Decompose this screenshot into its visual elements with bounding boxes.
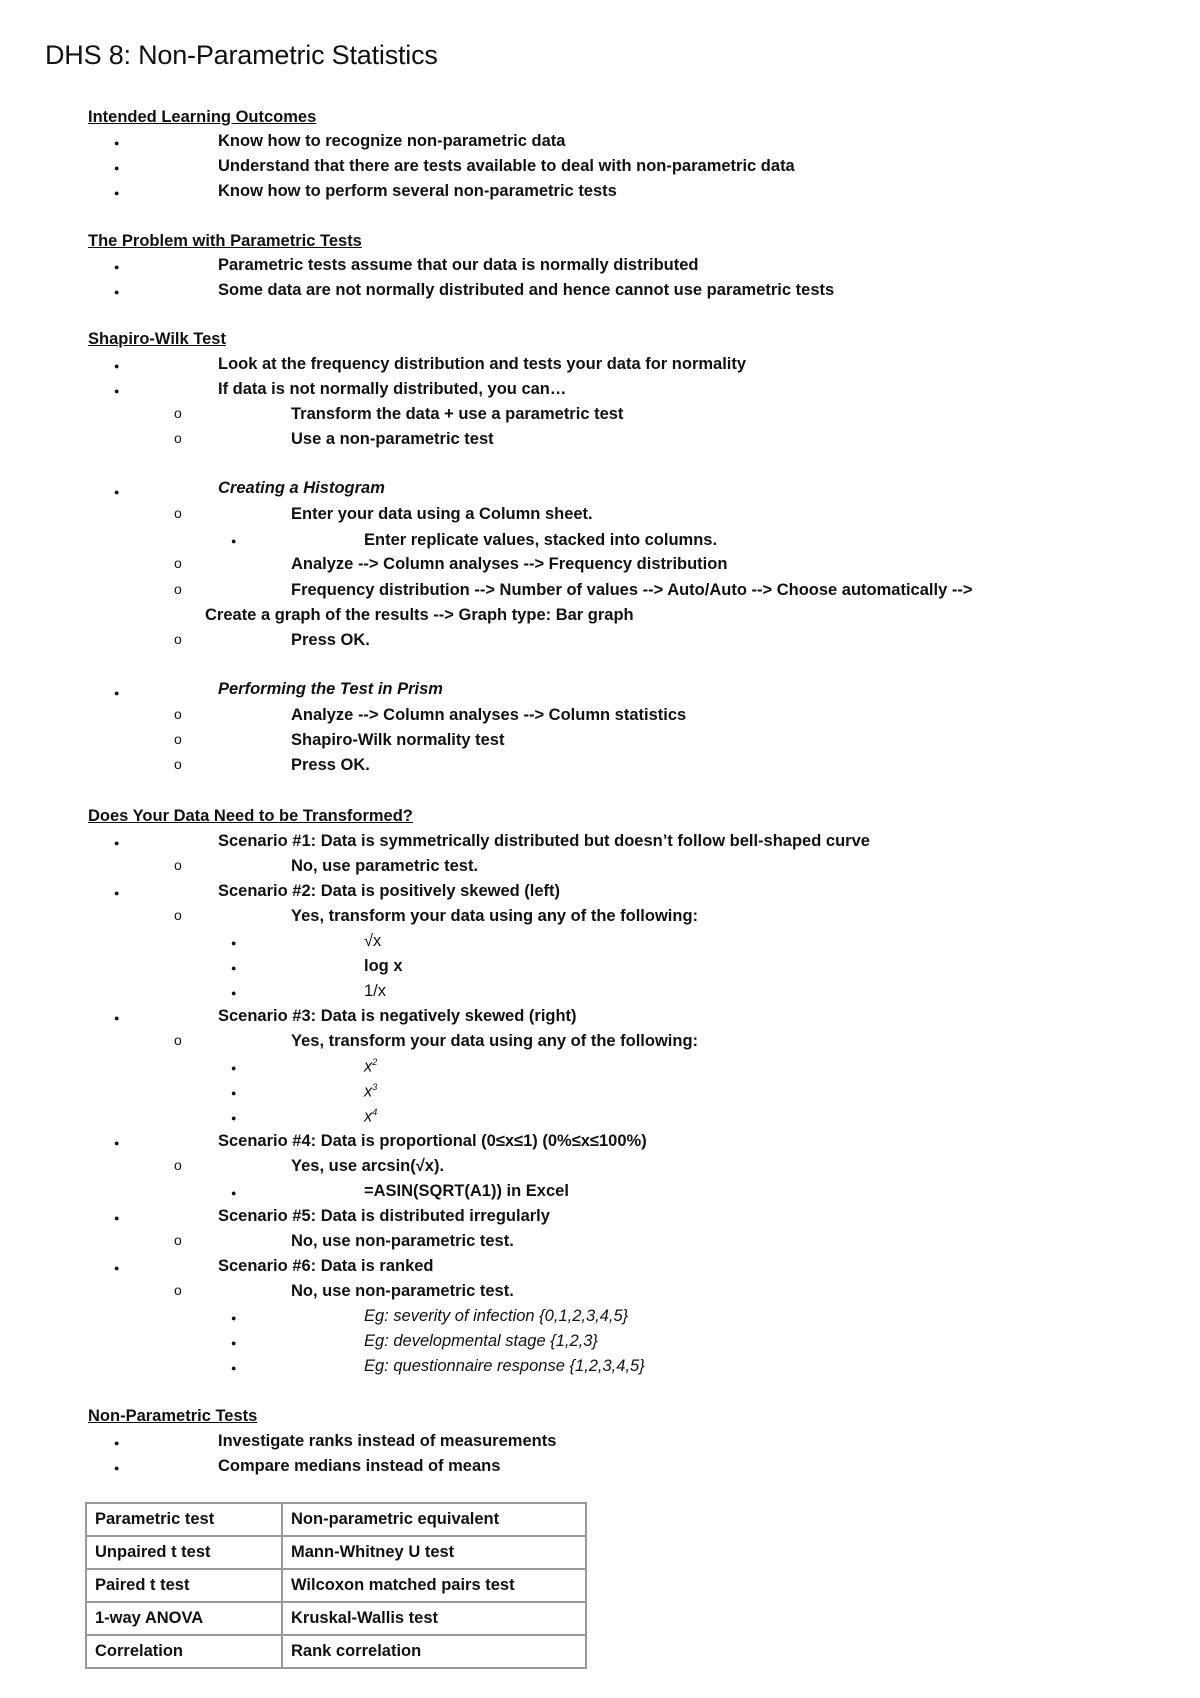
list-item: 1/x: [364, 982, 387, 1000]
circle-bullet-icon: [174, 1233, 182, 1247]
table-cell: 1-way ANOVA: [86, 1602, 282, 1635]
table-cell: Parametric test: [86, 1503, 282, 1536]
list-item: Eg: developmental stage {1,2,3}: [364, 1332, 598, 1350]
bullet-icon: [114, 684, 119, 698]
bullet-icon: [231, 934, 236, 948]
bullet-icon: [114, 834, 119, 848]
table-cell: Unpaired t test: [86, 1536, 282, 1569]
table-cell: Rank correlation: [282, 1635, 586, 1668]
circle-bullet-icon: [174, 1283, 182, 1297]
list-item: Analyze --> Column analyses --> Column statistics: [291, 706, 687, 724]
list-item: Know how to recognize non-parametric data: [218, 132, 566, 150]
table-row: [86, 1602, 586, 1635]
list-item: Press OK.: [291, 631, 370, 649]
list-item: Yes, transform your data using any of the following:: [291, 907, 699, 925]
bullet-icon: [114, 1259, 119, 1273]
bullet-icon: [114, 258, 119, 272]
subheading-histogram: Creating a Histogram: [218, 479, 385, 497]
list-item: Eg: questionnaire response {1,2,3,4,5}: [364, 1357, 645, 1375]
list-item: log x: [364, 957, 403, 975]
math-exponent: 2: [372, 1057, 378, 1067]
list-item: If data is not normally distributed, you can…: [218, 380, 567, 398]
bullet-icon: [114, 134, 119, 148]
list-item: Transform the data + use a parametric test: [291, 405, 624, 423]
bullet-icon: [114, 1434, 119, 1448]
bullet-icon: [114, 283, 119, 297]
list-item: Press OK.: [291, 756, 370, 774]
bullet-icon: [231, 1359, 236, 1373]
bullet-icon: [114, 483, 119, 497]
bullet-icon: [114, 357, 119, 371]
bullet-icon: [231, 959, 236, 973]
list-item: Scenario #1: Data is symmetrically distributed but doesn’t follow bell-shaped curve: [218, 832, 870, 850]
list-item: Scenario #2: Data is positively skewed (left): [218, 882, 561, 900]
list-item-continuation: Create a graph of the results --> Graph type: Bar graph: [205, 606, 634, 624]
list-item: Scenario #6: Data is ranked: [218, 1257, 434, 1275]
bullet-icon: [114, 382, 119, 396]
list-item: Scenario #5: Data is distributed irregularly: [218, 1207, 550, 1225]
table-row: [86, 1635, 586, 1668]
table-cell: Correlation: [86, 1635, 282, 1668]
list-item: Compare medians instead of means: [218, 1457, 501, 1475]
list-item: Yes, transform your data using any of the following:: [291, 1032, 699, 1050]
page-title: DHS 8: Non-Parametric Statistics: [45, 40, 438, 70]
table-cell: Mann-Whitney U test: [282, 1536, 586, 1569]
list-item: Frequency distribution --> Number of values --> Auto/Auto --> Choose automatically -->: [291, 581, 973, 599]
circle-bullet-icon: [174, 732, 182, 746]
bullet-icon: [231, 1334, 236, 1348]
circle-bullet-icon: [174, 1158, 182, 1172]
list-item: Eg: severity of infection {0,1,2,3,4,5}: [364, 1307, 629, 1325]
bullet-icon: [231, 1084, 236, 1098]
circle-bullet-icon: [174, 1033, 182, 1047]
bullet-icon: [114, 1009, 119, 1023]
bullet-icon: [231, 1059, 236, 1073]
section-heading-transform: Does Your Data Need to be Transformed?: [88, 807, 413, 825]
list-item: Enter your data using a Column sheet.: [291, 505, 593, 523]
bullet-icon: [231, 1109, 236, 1123]
list-item: [364, 1107, 377, 1127]
bullet-icon: [114, 1209, 119, 1223]
circle-bullet-icon: [174, 556, 182, 570]
list-item: Parametric tests assume that our data is normally distributed: [218, 256, 699, 274]
bullet-icon: [114, 159, 119, 173]
table-cell: Non-parametric equivalent: [282, 1503, 586, 1536]
bullet-icon: [231, 1184, 236, 1198]
equivalents-table: [85, 1502, 587, 1669]
math-base: x: [364, 1107, 373, 1126]
math-exponent: 3: [372, 1082, 378, 1092]
section-heading-shapiro: Shapiro-Wilk Test: [88, 330, 226, 348]
section-heading-problem: The Problem with Parametric Tests: [88, 232, 362, 250]
bullet-icon: [231, 532, 236, 546]
math-exponent: 4: [372, 1107, 378, 1117]
math-base: x: [364, 1082, 373, 1101]
circle-bullet-icon: [174, 632, 182, 646]
circle-bullet-icon: [174, 908, 182, 922]
list-item: Some data are not normally distributed and hence cannot use parametric tests: [218, 281, 835, 299]
list-item: Analyze --> Column analyses --> Frequency distribution: [291, 555, 728, 573]
list-item: No, use parametric test.: [291, 857, 479, 875]
section-heading-nonparam: Non-Parametric Tests: [88, 1407, 258, 1425]
circle-bullet-icon: [174, 707, 182, 721]
circle-bullet-icon: [174, 506, 182, 520]
circle-bullet-icon: [174, 431, 182, 445]
bullet-icon: [231, 984, 236, 998]
list-item: [364, 1057, 377, 1077]
math-base: x: [364, 1057, 373, 1076]
section-heading-outcomes: Intended Learning Outcomes: [88, 108, 317, 126]
bullet-icon: [114, 1134, 119, 1148]
bullet-icon: [114, 184, 119, 198]
table-row: [86, 1503, 586, 1536]
bullet-icon: [114, 884, 119, 898]
table-cell: Paired t test: [86, 1569, 282, 1602]
table-cell: Kruskal-Wallis test: [282, 1602, 586, 1635]
circle-bullet-icon: [174, 757, 182, 771]
list-item: Scenario #4: Data is proportional (0≤x≤1) (0%≤x≤100%): [218, 1132, 647, 1150]
circle-bullet-icon: [174, 406, 182, 420]
list-item: No, use non-parametric test.: [291, 1232, 514, 1250]
list-item: [364, 1082, 377, 1102]
list-item: Shapiro-Wilk normality test: [291, 731, 505, 749]
list-item: Look at the frequency distribution and tests your data for normality: [218, 355, 747, 373]
circle-bullet-icon: [174, 858, 182, 872]
circle-bullet-icon: [174, 582, 182, 596]
list-item: Scenario #3: Data is negatively skewed (right): [218, 1007, 577, 1025]
list-item: =ASIN(SQRT(A1)) in Excel: [364, 1182, 569, 1200]
list-item: Know how to perform several non-parametric tests: [218, 182, 617, 200]
table-cell: Wilcoxon matched pairs test: [282, 1569, 586, 1602]
bullet-icon: [231, 1309, 236, 1323]
list-item: Use a non-parametric test: [291, 430, 494, 448]
bullet-icon: [114, 1459, 119, 1473]
list-item: Enter replicate values, stacked into columns.: [364, 531, 718, 549]
list-item: Investigate ranks instead of measurements: [218, 1432, 557, 1450]
table-row: [86, 1569, 586, 1602]
table-row: [86, 1536, 586, 1569]
subheading-prism: Performing the Test in Prism: [218, 680, 443, 698]
list-item: √x: [364, 932, 382, 950]
list-item: No, use non-parametric test.: [291, 1282, 514, 1300]
list-item: Understand that there are tests available to deal with non-parametric data: [218, 157, 795, 175]
list-item: Yes, use arcsin(√x).: [291, 1157, 445, 1175]
